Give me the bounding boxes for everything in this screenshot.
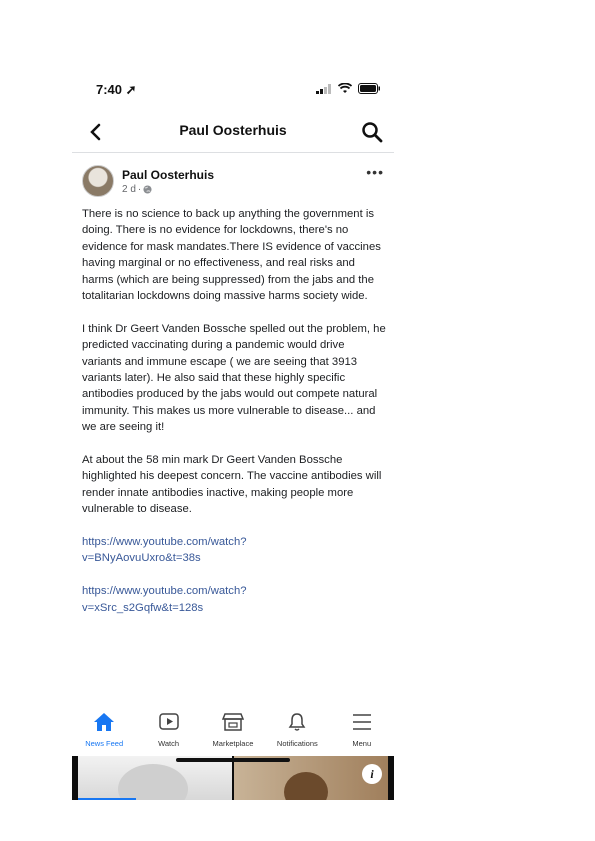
phone-screen (72, 68, 394, 781)
post-time[interactable]: 2 d (122, 184, 136, 195)
bell-icon (286, 712, 308, 732)
search-icon[interactable] (360, 120, 384, 144)
video-progress-bar (78, 798, 136, 800)
menu-icon (351, 712, 373, 732)
location-arrow-icon: ➚ (125, 82, 137, 97)
home-indicator[interactable] (176, 758, 290, 762)
youtube-link[interactable]: https://www.youtube.com/watch? v=xSrc_s2Gqfw&t=128s (82, 585, 247, 614)
tab-label: Menu (352, 739, 372, 748)
youtube-link[interactable]: https://www.youtube.com/watch? v=BNyAovuUxro&t=38s (82, 536, 247, 565)
globe-icon (143, 185, 152, 194)
video-icon (158, 712, 180, 732)
page-title: Paul Oosterhuis (179, 122, 287, 138)
avatar[interactable] (82, 165, 114, 197)
post-paragraph: I think Dr Geert Vanden Bossche spelled out the problem, he predicted vaccinating during a pandemic would drive variants and immune escape ( we are seeing that 3913 variants later). He also said that these highly specific antibodies produced by the jabs would out compete natural immunity. This makes us more vulnerable to disease... and we are seeing it! (82, 322, 386, 434)
post-paragraph: There is no science to back up anything the government is doing. There is no evidence for lockdowns, there's no evidence for mask mandates.There IS evidence of vaccines having marginal or no effectiveness, and real risks and harms (which are being suppressed) from the jabs and the totalitarian lockdowns doing massive harms society wide. (82, 208, 381, 303)
cellular-signal-icon (316, 84, 332, 94)
status-bar (72, 80, 394, 100)
tab-label: Watch (158, 739, 180, 748)
tab-news-feed[interactable] (72, 704, 136, 752)
wifi-icon (338, 83, 352, 94)
post-body (82, 206, 387, 632)
post-paragraph: At about the 58 min mark Dr Geert Vanden Bossche highlighted his deepest concern. The vaccine antibodies will render innate antibodies inactive, making people more vulnerable to disease. (82, 454, 382, 516)
video-thumbnail-left (78, 756, 232, 800)
battery-icon (358, 83, 380, 94)
tab-label: Notifications (276, 739, 318, 748)
store-icon (222, 712, 244, 732)
tab-notifications[interactable] (265, 704, 329, 752)
tab-label: Marketplace (212, 739, 254, 748)
tab-label: News Feed (85, 739, 124, 748)
more-options-icon[interactable]: ••• (366, 164, 384, 180)
video-preview[interactable] (72, 756, 394, 800)
post-author[interactable]: Paul Oosterhuis (122, 168, 215, 182)
tab-watch[interactable] (137, 704, 201, 752)
separator-dot: · (137, 184, 142, 195)
status-time: 7:40 ➚ (96, 82, 137, 97)
tab-menu[interactable] (330, 704, 394, 752)
bottom-tab-bar (72, 704, 394, 752)
post-meta (122, 184, 152, 195)
info-icon[interactable]: i (362, 764, 382, 784)
tab-marketplace[interactable] (201, 704, 265, 752)
home-icon (93, 712, 115, 732)
page-header (72, 112, 394, 153)
